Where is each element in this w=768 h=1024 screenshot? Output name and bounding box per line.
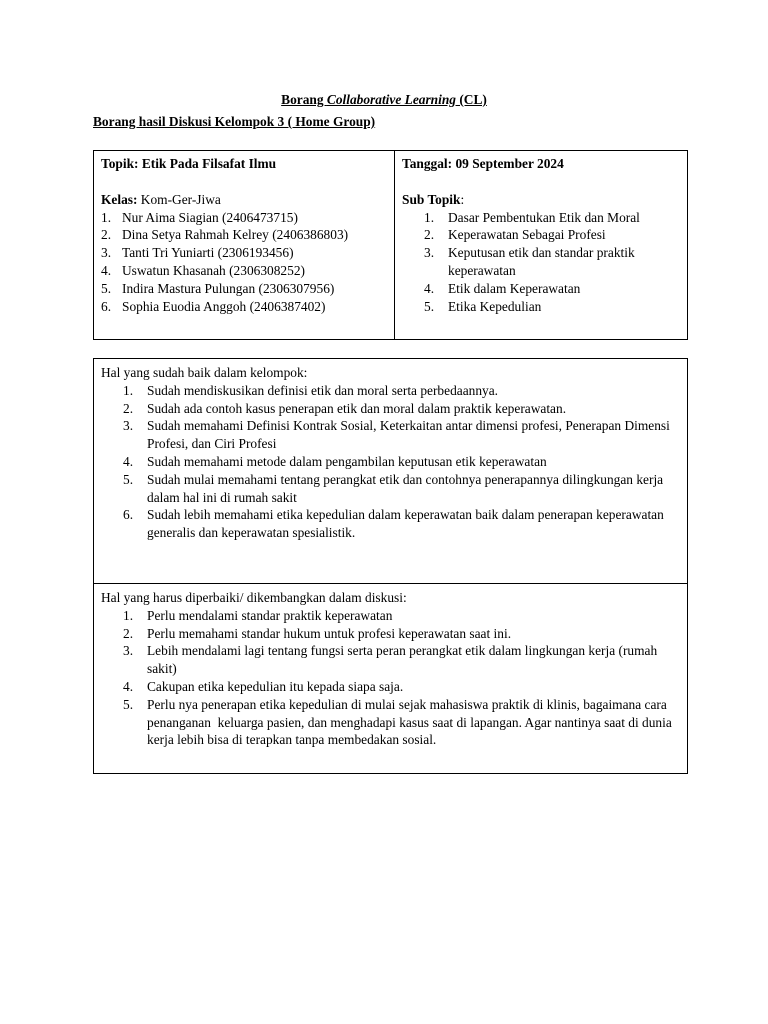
kelas-line [101, 191, 387, 209]
list-item: 5. Etika Kepedulian [424, 298, 542, 314]
list-item: 4. Uswatun Khasanah (2306308252) [101, 262, 305, 278]
list-item: 4. Etik dalam Keperawatan [424, 280, 581, 296]
subtopik-colon: : [460, 191, 465, 207]
improve-points-list [101, 607, 680, 749]
kelas-label: Kelas: [101, 191, 138, 207]
info-table [93, 150, 688, 340]
evaluation-table [93, 358, 688, 774]
good-points-list [101, 382, 680, 542]
good-points-cell [94, 359, 687, 584]
list-item: 5. Indira Mastura Pulungan (2306307956) [101, 280, 335, 296]
topik-text: Topik: Etik Pada Filsafat Ilmu [101, 156, 277, 171]
list-item: 1. Sudah mendiskusikan definisi etik dan moral serta perbedaannya. [123, 382, 499, 398]
subtopik-label: Sub Topik [402, 191, 461, 207]
form-title-prefix: Borang [281, 92, 327, 107]
list-item: 4. Sudah memahami metode dalam pengambilan keputusan etik keperawatan [123, 453, 547, 469]
form-title [0, 91, 768, 109]
list-item: 2. Perlu memahami standar hukum untuk profesi keperawatan saat ini. [123, 625, 512, 641]
improve-heading: Hal yang harus diperbaiki/ dikembangkan dalam diskusi: [101, 590, 407, 605]
list-item: 1. Nur Aima Siagian (2406473715) [101, 209, 298, 225]
list-item: 3. Tanti Tri Yuniarti (2306193456) [101, 245, 294, 261]
subtopic-list [402, 209, 680, 316]
tanggal-text: Tanggal: 09 September 2024 [402, 156, 564, 171]
list-item: 4. Cakupan etika kepedulian itu kepada siapa saja. [123, 678, 404, 694]
kelas-value: Kom-Ger-Jiwa [137, 191, 221, 207]
list-item: 2. Sudah ada contoh kasus penerapan etik dan moral dalam praktik keperawatan. [123, 400, 567, 416]
form-title-suffix: (CL) [455, 92, 487, 107]
list-item: 2. Keperawatan Sebagai Profesi [424, 227, 606, 243]
good-heading: Hal yang sudah baik dalam kelompok: [101, 365, 308, 380]
improve-points-cell [94, 584, 687, 749]
info-left-cell [94, 151, 395, 339]
list-item: 1. Dasar Pembentukan Etik dan Moral [424, 209, 640, 225]
form-title-italic: Collaborative Learning [326, 92, 456, 107]
list-item: 5. Sudah mulai memahami tentang perangkat etik dan contohnya penerapannya dilingkungan kerja dalam hal ini di rumah sakit [123, 471, 664, 505]
info-right-cell [395, 151, 687, 339]
list-item: 3. Sudah memahami Definisi Kontrak Sosial, Keterkaitan antar dimensi profesi, Penerapan Dimensi Profesi, dan Ciri Profesi [123, 418, 670, 452]
list-item: 5. Perlu nya penerapan etika kepedulian di mulai sejak mahasiswa praktik di klinis, bagaimana cara penanganan keluarga pasien, dan menghadapi kasus saat di lapangan. Agar nantinya saat di dunia kerja lebih bisa di terapkan tanpa membedakan sosial. [123, 696, 676, 748]
list-item: 1. Perlu mendalami standar praktik keperawatan [123, 607, 393, 623]
subtopik-line [402, 191, 680, 209]
form-subtitle: Borang hasil Diskusi Kelompok 3 ( Home Group) [93, 114, 376, 129]
member-list [101, 209, 387, 316]
list-item: 2. Dina Setya Rahmah Kelrey (2406386803) [101, 227, 349, 243]
list-item: 3. Keputusan etik dan standar praktik keperawatan [424, 245, 635, 278]
list-item: 6. Sophia Euodia Anggoh (2406387402) [101, 298, 326, 314]
list-item: 3. Lebih mendalami lagi tentang fungsi serta peran perangkat etik dalam lingkungan kerja (rumah sakit) [123, 643, 658, 677]
list-item: 6. Sudah lebih memahami etika kepedulian dalam keperawatan baik dalam penerapan keperawatan generalis dan keperawatan spesialistik. [123, 507, 664, 541]
